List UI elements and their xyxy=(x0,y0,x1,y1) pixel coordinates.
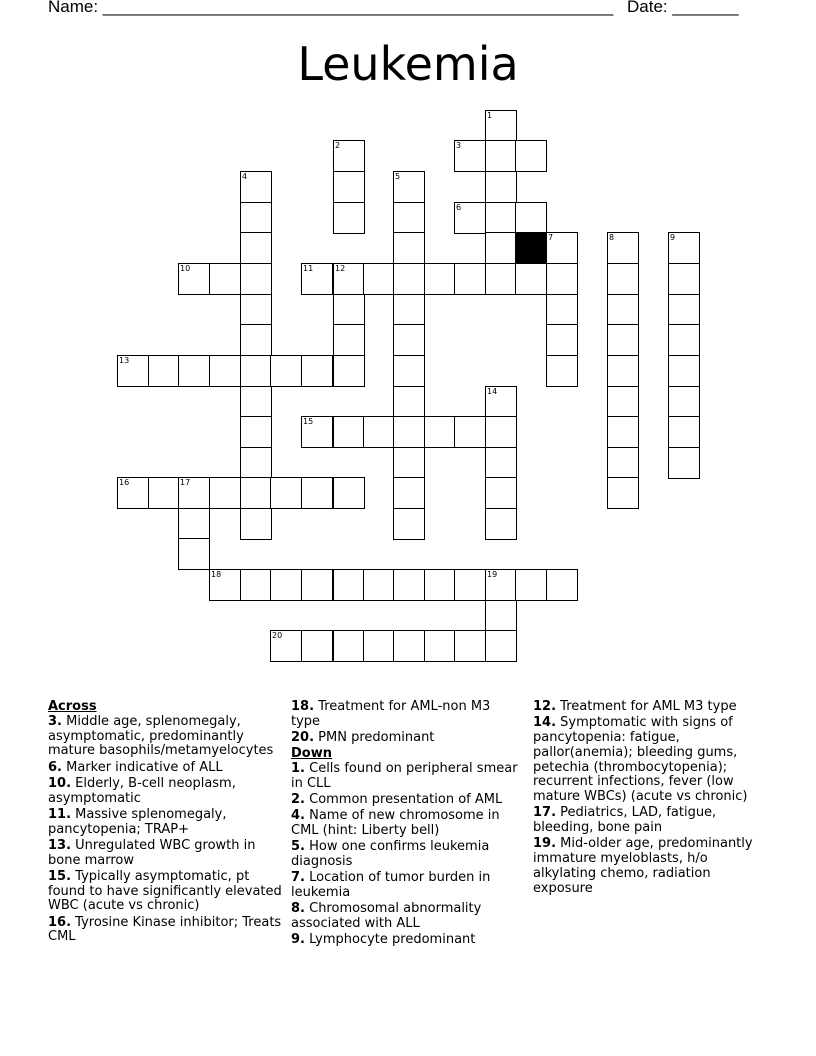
grid-cell[interactable] xyxy=(240,386,272,418)
clues-column-1 xyxy=(48,700,284,946)
grid-cell[interactable] xyxy=(515,202,547,234)
clue-item xyxy=(533,837,769,896)
clue-item-number: 9. xyxy=(291,932,305,948)
grid-cell[interactable] xyxy=(607,386,639,418)
clue-item-number: 1. xyxy=(291,760,305,776)
clue-item xyxy=(48,761,284,776)
grid-cell[interactable] xyxy=(333,324,365,356)
grid-cell[interactable] xyxy=(333,171,365,203)
grid-cell[interactable] xyxy=(333,202,365,234)
grid-cell[interactable] xyxy=(393,416,425,448)
grid-cell[interactable] xyxy=(393,477,425,509)
grid-cell[interactable] xyxy=(148,355,180,387)
grid-cell[interactable] xyxy=(485,416,517,448)
clue-item-number: 3. xyxy=(48,713,62,729)
grid-cell[interactable] xyxy=(209,263,241,295)
grid-cell[interactable] xyxy=(607,477,639,509)
grid-cell[interactable] xyxy=(546,232,578,264)
grid-cell[interactable] xyxy=(424,263,456,295)
grid-cell[interactable] xyxy=(363,416,395,448)
clue-number: 9 xyxy=(670,233,676,242)
clue-number: 19 xyxy=(487,570,498,579)
grid-cell[interactable] xyxy=(485,171,517,203)
grid-cell[interactable] xyxy=(240,508,272,540)
grid-cell[interactable] xyxy=(485,447,517,479)
clue-number: 13 xyxy=(119,356,130,365)
clue-item-text: Lymphocyte predominant xyxy=(304,932,476,948)
clue-item-number: 12. xyxy=(533,699,557,714)
clue-item xyxy=(291,840,521,870)
grid-cell[interactable] xyxy=(485,600,517,632)
clue-item xyxy=(48,870,284,914)
clue-item xyxy=(291,793,521,808)
grid-cell[interactable] xyxy=(546,294,578,326)
clue-item xyxy=(291,809,521,839)
grid-cell[interactable] xyxy=(240,202,272,234)
grid-cell[interactable] xyxy=(270,477,302,509)
clue-item-text: Unregulated WBC growth in bone marrow xyxy=(48,837,256,868)
clue-number: 5 xyxy=(395,172,401,181)
grid-cell[interactable] xyxy=(333,569,365,601)
grid-cell[interactable] xyxy=(393,202,425,234)
grid-cell[interactable] xyxy=(393,324,425,356)
clue-item xyxy=(291,762,521,792)
clue-item-text: Name of new chromosome in CML (hint: Liberty bell) xyxy=(291,808,500,838)
clue-item-number: 2. xyxy=(291,791,305,807)
clue-item xyxy=(291,902,521,932)
grid-cell[interactable] xyxy=(454,630,486,662)
clue-item-text: Location of tumor burden in leukemia xyxy=(291,870,491,900)
grid-cell[interactable] xyxy=(333,263,365,295)
grid-cell[interactable] xyxy=(301,416,333,448)
clue-item-number: 10. xyxy=(48,775,72,791)
clue-number: 8 xyxy=(609,233,615,242)
grid-cell[interactable] xyxy=(363,569,395,601)
grid-cell[interactable] xyxy=(668,324,700,356)
grid-cell[interactable] xyxy=(485,508,517,540)
grid-cell[interactable] xyxy=(301,477,333,509)
grid-cell[interactable] xyxy=(485,202,517,234)
grid-cell[interactable] xyxy=(363,630,395,662)
grid-cell[interactable] xyxy=(485,232,517,264)
grid-cell[interactable] xyxy=(240,232,272,264)
grid-cell[interactable] xyxy=(393,171,425,203)
grid-cell[interactable] xyxy=(240,171,272,203)
grid-cell[interactable] xyxy=(240,447,272,479)
grid-cell[interactable] xyxy=(668,416,700,448)
grid-cell[interactable] xyxy=(485,386,517,418)
clue-item-number: 15. xyxy=(48,868,72,884)
clue-item-text: Cells found on peripheral smear in CLL xyxy=(291,760,518,791)
clue-item xyxy=(48,916,284,946)
grid-cell[interactable] xyxy=(668,386,700,418)
grid-cell[interactable] xyxy=(393,569,425,601)
clue-item xyxy=(533,716,769,805)
grid-cell[interactable] xyxy=(209,477,241,509)
clue-item xyxy=(291,700,521,730)
clue-item-number: 6. xyxy=(48,759,62,775)
grid-cell[interactable] xyxy=(209,355,241,387)
grid-cell[interactable] xyxy=(333,416,365,448)
clue-item-text: Elderly, B-cell neoplasm, asymptomatic xyxy=(48,775,236,806)
clue-item xyxy=(48,808,284,838)
grid-cell[interactable] xyxy=(301,263,333,295)
grid-cell[interactable] xyxy=(485,263,517,295)
grid-cell[interactable] xyxy=(240,477,272,509)
grid-cell[interactable] xyxy=(178,355,210,387)
grid-cell[interactable] xyxy=(546,324,578,356)
grid-cell[interactable] xyxy=(393,263,425,295)
clue-item xyxy=(48,777,284,807)
clue-item-text: Massive splenomegaly, pancytopenia; TRAP+ xyxy=(48,806,227,837)
grid-cell[interactable] xyxy=(148,477,180,509)
clue-number: 17 xyxy=(180,478,191,487)
grid-cell[interactable] xyxy=(668,263,700,295)
clue-item-text: Pediatrics, LAD, fatigue, bleeding, bone pain xyxy=(533,805,717,836)
clue-item xyxy=(48,715,284,759)
grid-cell[interactable] xyxy=(240,324,272,356)
clue-item-number: 13. xyxy=(48,837,72,853)
grid-cell[interactable] xyxy=(393,294,425,326)
clue-item-number: 20. xyxy=(291,729,315,745)
grid-cell[interactable] xyxy=(393,355,425,387)
grid-cell[interactable] xyxy=(240,355,272,387)
grid-cell[interactable] xyxy=(485,110,517,142)
grid-cell[interactable] xyxy=(333,477,365,509)
clue-number: 4 xyxy=(242,172,248,181)
grid-cell[interactable] xyxy=(515,569,547,601)
grid-cell[interactable] xyxy=(270,630,302,662)
clue-item-text: Treatment for AML-non M3 type xyxy=(291,699,491,729)
puzzle-title: Leukemia xyxy=(297,37,519,91)
grid-cell[interactable] xyxy=(240,263,272,295)
grid-cell[interactable] xyxy=(668,447,700,479)
grid-cell[interactable] xyxy=(178,477,210,509)
grid-cell[interactable] xyxy=(393,508,425,540)
clue-item xyxy=(48,839,284,869)
clue-number: 20 xyxy=(272,631,283,640)
grid-cell[interactable] xyxy=(485,569,517,601)
grid-cell[interactable] xyxy=(363,263,395,295)
grid-cell[interactable] xyxy=(546,569,578,601)
grid-cell[interactable] xyxy=(607,232,639,264)
clue-item-number: 8. xyxy=(291,901,305,917)
grid-cell[interactable] xyxy=(333,140,365,172)
grid-cell[interactable] xyxy=(393,386,425,418)
clue-number: 2 xyxy=(335,141,341,150)
grid-cell[interactable] xyxy=(668,294,700,326)
clue-item-number: 7. xyxy=(291,870,305,886)
clue-item-number: 11. xyxy=(48,806,72,822)
grid-cell[interactable] xyxy=(607,355,639,387)
clue-number: 7 xyxy=(548,233,554,242)
clue-number: 16 xyxy=(119,478,130,487)
clue-number: 11 xyxy=(303,264,314,273)
grid-cell[interactable] xyxy=(454,140,486,172)
black-cell xyxy=(515,232,547,264)
grid-cell[interactable] xyxy=(209,569,241,601)
grid-cell[interactable] xyxy=(515,263,547,295)
grid-cell[interactable] xyxy=(117,355,149,387)
clue-item xyxy=(533,806,769,836)
grid-cell[interactable] xyxy=(607,324,639,356)
grid-cell[interactable] xyxy=(333,630,365,662)
grid-cell[interactable] xyxy=(485,630,517,662)
grid-cell[interactable] xyxy=(333,294,365,326)
down-heading: Down xyxy=(291,746,332,762)
clues-section xyxy=(0,700,816,1000)
grid-cell[interactable] xyxy=(393,447,425,479)
grid-cell[interactable] xyxy=(424,569,456,601)
clue-item xyxy=(291,731,521,746)
clue-item-number: 5. xyxy=(291,839,305,855)
grid-cell[interactable] xyxy=(607,416,639,448)
grid-cell[interactable] xyxy=(301,630,333,662)
grid-cell[interactable] xyxy=(240,569,272,601)
clue-item-text: Chromosomal abnormality associated with ALL xyxy=(291,901,482,931)
grid-cell[interactable] xyxy=(117,477,149,509)
clue-item xyxy=(291,871,521,901)
grid-cell[interactable] xyxy=(178,508,210,540)
clue-item-number: 17. xyxy=(533,805,557,821)
grid-cell[interactable] xyxy=(546,355,578,387)
grid-cell[interactable] xyxy=(546,263,578,295)
clue-item xyxy=(291,933,521,948)
grid-cell[interactable] xyxy=(424,630,456,662)
clue-item-text: Middle age, splenomegaly, asymptomatic, predominantly mature basophils/metamyelocytes xyxy=(48,713,274,759)
clues-column-3 xyxy=(533,700,769,898)
grid-cell[interactable] xyxy=(454,416,486,448)
clue-number: 6 xyxy=(456,203,462,212)
clue-item-text: Tyrosine Kinase inhibitor; Treats CML xyxy=(48,914,282,945)
clue-number: 14 xyxy=(487,387,498,396)
clue-item-number: 16. xyxy=(48,914,72,930)
clue-item-text: How one confirms leukemia diagnosis xyxy=(291,839,490,869)
clue-item-text: Common presentation of AML xyxy=(304,791,503,807)
grid-cell[interactable] xyxy=(607,263,639,295)
clue-item-text: Marker indicative of ALL xyxy=(61,759,223,775)
clue-item-number: 19. xyxy=(533,836,557,852)
clue-item-number: 14. xyxy=(533,715,557,731)
name-field-label[interactable]: Name: ______________________________________________________ xyxy=(48,0,614,16)
grid-cell[interactable] xyxy=(393,232,425,264)
grid-cell[interactable] xyxy=(333,355,365,387)
grid-cell[interactable] xyxy=(178,263,210,295)
grid-cell[interactable] xyxy=(607,294,639,326)
clue-item xyxy=(533,700,769,715)
grid-cell[interactable] xyxy=(454,263,486,295)
grid-cell[interactable] xyxy=(240,416,272,448)
clue-number: 12 xyxy=(335,264,346,273)
grid-cell[interactable] xyxy=(178,538,210,570)
grid-cell[interactable] xyxy=(424,416,456,448)
grid-cell[interactable] xyxy=(485,140,517,172)
clue-number: 18 xyxy=(211,570,222,579)
grid-cell[interactable] xyxy=(668,232,700,264)
clue-number: 3 xyxy=(456,141,462,150)
clue-item-number: 18. xyxy=(291,699,315,714)
grid-cell[interactable] xyxy=(301,569,333,601)
grid-cell[interactable] xyxy=(454,202,486,234)
date-field-label[interactable]: Date: _______ xyxy=(627,0,739,16)
grid-cell[interactable] xyxy=(515,140,547,172)
clue-item-text: Typically asymptomatic, pt found to have significantly elevated WBC (acute vs chronic) xyxy=(48,868,282,914)
grid-cell[interactable] xyxy=(393,630,425,662)
clue-number: 10 xyxy=(180,264,191,273)
clue-item-text: Treatment for AML M3 type xyxy=(556,699,737,714)
grid-cell[interactable] xyxy=(270,569,302,601)
clue-item-text: Mid-older age, predominantly immature myeloblasts, h/o alkylating chemo, radiation exposure xyxy=(533,836,753,896)
clue-item-number: 4. xyxy=(291,808,305,824)
clues-column-2 xyxy=(291,700,521,949)
grid-cell[interactable] xyxy=(454,569,486,601)
grid-cell[interactable] xyxy=(668,355,700,387)
clue-item-text: Symptomatic with signs of pancytopenia: fatigue, pallor(anemia); bleeding gums, petechia (thrombocytopenia); recurrent infections, fever (low mature WBCs) (acute vs chronic) xyxy=(533,715,748,805)
grid-cell[interactable] xyxy=(607,447,639,479)
clue-number: 1 xyxy=(487,111,493,120)
grid-cell[interactable] xyxy=(301,355,333,387)
clue-item-text: PMN predominant xyxy=(314,729,435,745)
across-heading: Across xyxy=(48,699,97,714)
grid-cell[interactable] xyxy=(240,294,272,326)
clue-number: 15 xyxy=(303,417,314,426)
grid-cell[interactable] xyxy=(485,477,517,509)
grid-cell[interactable] xyxy=(270,355,302,387)
